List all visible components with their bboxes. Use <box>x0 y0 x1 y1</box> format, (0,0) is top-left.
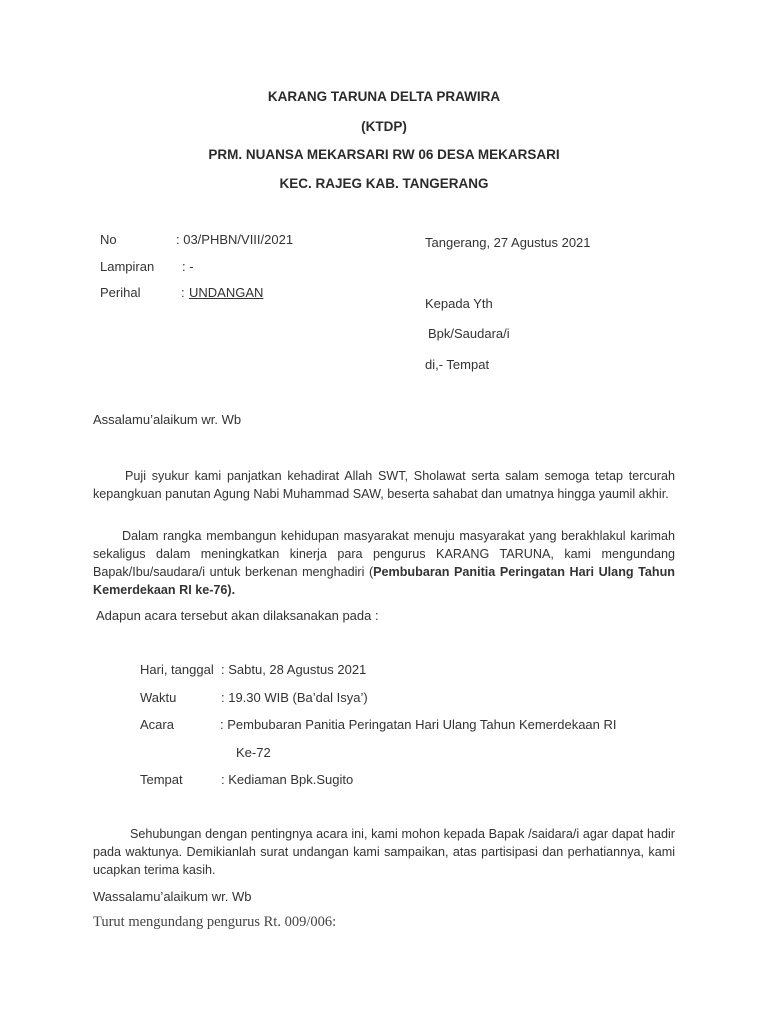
recipient-line-2: Bpk/Saudara/i <box>428 326 510 341</box>
org-name: KARANG TARUNA DELTA PRAWIRA <box>267 89 501 104</box>
address-line-2: KEC. RAJEG KAB. TANGERANG <box>279 176 489 191</box>
greeting: Assalamu’alaikum wr. Wb <box>93 412 242 427</box>
perihal-value: UNDANGAN <box>189 285 264 300</box>
event-name: Pembubaran Panitia Peringatan Hari Ulang Tahun Kemerdekaan RI ke-76 <box>93 565 675 597</box>
hari-label: Hari, tanggal <box>140 662 214 677</box>
place-date: Tangerang, 27 Agustus 2021 <box>425 235 591 250</box>
closing-greeting: Wassalamu’alaikum wr. Wb <box>93 889 252 904</box>
lampiran-value: : - <box>182 259 194 274</box>
waktu-value: : 19.30 WIB (Ba’dal Isya’) <box>221 690 368 705</box>
lampiran-label: Lampiran <box>100 259 155 274</box>
paragraph-1-text: Puji syukur kami panjatkan kehadirat Allah SWT, Sholawat serta salam semoga tetap tercurah kepangkuan panutan Agung Nabi Muhammad SAW, beserta sahabat dan umatnya hingga yaumil akhir. <box>93 469 675 501</box>
hari-value: : Sabtu, 28 Agustus 2021 <box>221 662 367 677</box>
tempat-value: : Kediaman Bpk.Sugito <box>221 772 354 787</box>
acara-value: : Pembubaran Panitia Peringatan Hari Ulang Tahun Kemerdekaan RI <box>220 717 617 732</box>
acara-label: Acara <box>140 717 174 732</box>
invited-by: Turut mengundang pengurus Rt. 009/006: <box>93 914 337 930</box>
no-label: No <box>100 232 117 247</box>
schedule-intro: Adapun acara tersebut akan dilaksanakan pada : <box>96 608 379 623</box>
address-line-1: PRM. NUANSA MEKARSARI RW 06 DESA MEKARSARI <box>208 147 560 162</box>
paragraph-1 <box>93 467 675 503</box>
acara-value-continued: Ke-72 <box>236 745 271 760</box>
paragraph-3-text: Sehubungan dengan pentingnya acara ini, kami mohon kepada Bapak /saidara/i agar dapat hadir pada waktunya. Demikianlah surat undangan kami sampaikan, atas partisipasi dan perhatiannya, kami ucapkan terima kasih. <box>93 827 675 877</box>
waktu-label: Waktu <box>140 690 177 705</box>
tempat-label: Tempat <box>140 772 183 787</box>
paragraph-2-closing: ). <box>227 583 236 597</box>
recipient-line-3: di,- Tempat <box>425 357 490 372</box>
paragraph-3 <box>93 825 675 879</box>
org-abbreviation: (KTDP) <box>361 119 407 134</box>
paragraph-2-text: Dalam rangka membangun kehidupan masyarakat menuju masyarakat yang berakhlakul karimah sekaligus dalam meningkatkan kinerja para pengurus KARANG TARUNA, kami mengundang Bapak/Ibu/saudara/i untuk berkenan menghadiri ( <box>93 529 675 579</box>
paragraph-2 <box>93 527 675 599</box>
perihal-colon: : <box>181 285 185 300</box>
recipient-line-1: Kepada Yth <box>425 296 493 311</box>
no-value: : 03/PHBN/VIII/2021 <box>176 232 294 247</box>
perihal-label: Perihal <box>100 285 141 300</box>
